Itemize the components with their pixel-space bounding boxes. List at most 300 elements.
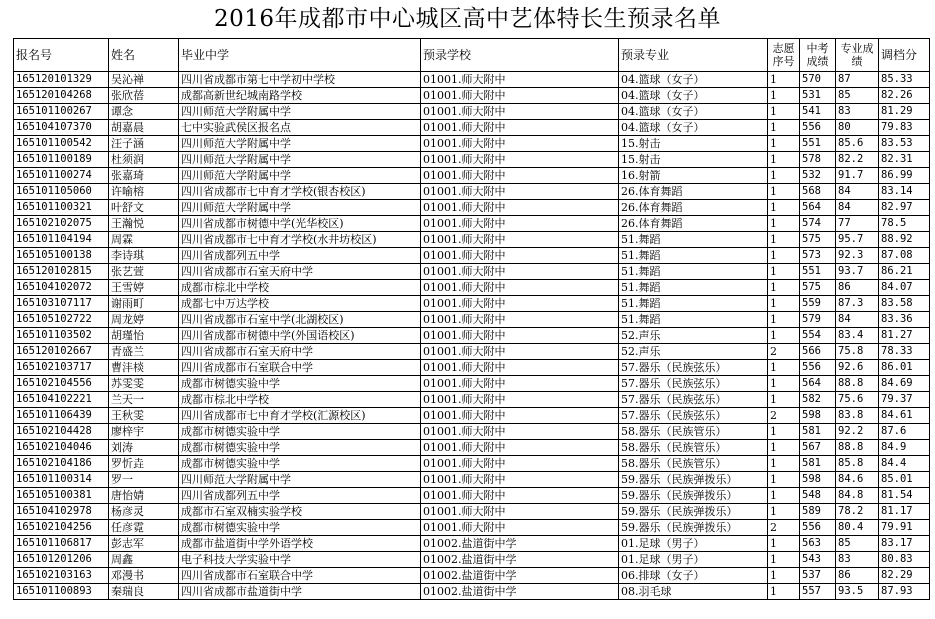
graduated-school-cell: 四川省成都市树德中学(外国语校区)	[179, 328, 421, 344]
graduated-school-cell: 四川师范大学附属中学	[179, 104, 421, 120]
table-row	[14, 344, 930, 360]
final-score-cell: 84.4	[879, 456, 930, 472]
major-score-cell: 84	[836, 312, 879, 328]
name-cell: 胡嘉晨	[109, 120, 179, 136]
exam-score-cell: 582	[800, 392, 836, 408]
table-row	[14, 568, 930, 584]
table-row	[14, 264, 930, 280]
major-score-cell: 84	[836, 184, 879, 200]
exam-score-cell: 568	[800, 184, 836, 200]
name-cell: 苏雯雯	[109, 376, 179, 392]
admit-school-cell: 01001.师大附中	[421, 520, 619, 536]
major-score-cell: 92.2	[836, 424, 879, 440]
admit-major-cell: 58.器乐（民族管乐）	[619, 440, 768, 456]
choice-no-cell: 1	[768, 472, 800, 488]
reg-no-cell: 165120102815	[14, 264, 109, 280]
major-score-cell: 87.3	[836, 296, 879, 312]
graduated-school-cell: 四川省成都市七中育才学校(水井坊校区)	[179, 232, 421, 248]
choice-no-cell: 1	[768, 200, 800, 216]
exam-score-cell: 575	[800, 232, 836, 248]
choice-no-cell: 1	[768, 104, 800, 120]
table-row	[14, 72, 930, 88]
choice-no-cell: 1	[768, 264, 800, 280]
final-score-cell: 79.91	[879, 520, 930, 536]
admit-major-cell: 01.足球（男子）	[619, 552, 768, 568]
graduated-school-cell: 四川省成都列五中学	[179, 488, 421, 504]
table-row	[14, 296, 930, 312]
graduated-school-cell: 成都市盐道街中学外语学校	[179, 536, 421, 552]
admit-major-cell: 52.声乐	[619, 328, 768, 344]
exam-score-cell: 551	[800, 264, 836, 280]
exam-score-cell: 557	[800, 584, 836, 600]
choice-no-cell: 1	[768, 376, 800, 392]
final-score-cell: 83.17	[879, 536, 930, 552]
table-row	[14, 88, 930, 104]
table-row	[14, 328, 930, 344]
exam-score-cell: 531	[800, 88, 836, 104]
choice-no-cell: 1	[768, 504, 800, 520]
exam-score-cell: 567	[800, 440, 836, 456]
table-header-row	[14, 39, 930, 72]
name-cell: 张嘉琦	[109, 168, 179, 184]
major-score-cell: 92.3	[836, 248, 879, 264]
name-cell: 吴沁禅	[109, 72, 179, 88]
admit-major-cell: 57.器乐（民族弦乐）	[619, 408, 768, 424]
graduated-school-cell: 成都市树德实验中学	[179, 440, 421, 456]
reg-no-cell: 165101106439	[14, 408, 109, 424]
choice-no-cell: 1	[768, 168, 800, 184]
table-row	[14, 232, 930, 248]
name-cell: 刘涛	[109, 440, 179, 456]
table-row	[14, 312, 930, 328]
admit-major-cell: 15.射击	[619, 136, 768, 152]
reg-no-cell: 165103107117	[14, 296, 109, 312]
choice-no-cell: 2	[768, 344, 800, 360]
admit-school-cell: 01001.师大附中	[421, 328, 619, 344]
major-score-cell: 86	[836, 568, 879, 584]
exam-score-cell: 564	[800, 200, 836, 216]
graduated-school-cell: 成都七中万达学校	[179, 296, 421, 312]
admit-school-cell: 01001.师大附中	[421, 168, 619, 184]
major-score-cell: 83	[836, 104, 879, 120]
choice-no-cell: 1	[768, 536, 800, 552]
major-score-cell: 84.8	[836, 488, 879, 504]
reg-no-cell: 165101103502	[14, 328, 109, 344]
exam-score-cell: 573	[800, 248, 836, 264]
choice-no-cell: 1	[768, 392, 800, 408]
final-score-cell: 81.29	[879, 104, 930, 120]
reg-no-cell: 165101100267	[14, 104, 109, 120]
exam-score-cell: 581	[800, 424, 836, 440]
table-row	[14, 360, 930, 376]
table-row	[14, 392, 930, 408]
graduated-school-cell: 四川省成都市石室联合中学	[179, 568, 421, 584]
admit-major-cell: 58.器乐（民族管乐）	[619, 424, 768, 440]
admit-major-cell: 04.篮球（女子）	[619, 104, 768, 120]
admit-major-cell: 26.体育舞蹈	[619, 200, 768, 216]
graduated-school-cell: 电子科技大学实验中学	[179, 552, 421, 568]
final-score-cell: 79.37	[879, 392, 930, 408]
graduated-school-cell: 成都市石室双楠实验学校	[179, 504, 421, 520]
name-cell: 周鑫	[109, 552, 179, 568]
choice-no-cell: 1	[768, 328, 800, 344]
table-row	[14, 520, 930, 536]
major-score-cell: 92.6	[836, 360, 879, 376]
major-score-cell: 78.2	[836, 504, 879, 520]
header-admit-school: 预录学校	[421, 39, 619, 72]
header-reg-no: 报名号	[14, 39, 109, 72]
admit-school-cell: 01002.盐道街中学	[421, 552, 619, 568]
reg-no-cell: 165101106817	[14, 536, 109, 552]
graduated-school-cell: 四川省成都市七中育才学校(银杏校区)	[179, 184, 421, 200]
name-cell: 彭志军	[109, 536, 179, 552]
reg-no-cell: 165104107370	[14, 120, 109, 136]
exam-score-cell: 559	[800, 296, 836, 312]
admit-school-cell: 01001.师大附中	[421, 216, 619, 232]
table-row	[14, 456, 930, 472]
admit-major-cell: 15.射击	[619, 152, 768, 168]
admit-major-cell: 51.舞蹈	[619, 248, 768, 264]
major-score-cell: 88.8	[836, 440, 879, 456]
exam-score-cell: 575	[800, 280, 836, 296]
final-score-cell: 82.29	[879, 568, 930, 584]
admit-school-cell: 01001.师大附中	[421, 248, 619, 264]
final-score-cell: 78.5	[879, 216, 930, 232]
major-score-cell: 88.8	[836, 376, 879, 392]
admit-school-cell: 01001.师大附中	[421, 120, 619, 136]
exam-score-cell: 598	[800, 472, 836, 488]
choice-no-cell: 1	[768, 232, 800, 248]
graduated-school-cell: 四川省成都市石室天府中学	[179, 344, 421, 360]
choice-no-cell: 1	[768, 280, 800, 296]
major-score-cell: 83.8	[836, 408, 879, 424]
final-score-cell: 82.26	[879, 88, 930, 104]
graduated-school-cell: 成都市树德实验中学	[179, 456, 421, 472]
reg-no-cell: 165120102667	[14, 344, 109, 360]
graduated-school-cell: 四川师范大学附属中学	[179, 152, 421, 168]
final-score-cell: 87.08	[879, 248, 930, 264]
final-score-cell: 82.31	[879, 152, 930, 168]
name-cell: 罗一	[109, 472, 179, 488]
major-score-cell: 75.6	[836, 392, 879, 408]
exam-score-cell: 541	[800, 104, 836, 120]
choice-no-cell: 1	[768, 424, 800, 440]
admit-school-cell: 01001.师大附中	[421, 440, 619, 456]
reg-no-cell: 165102104556	[14, 376, 109, 392]
admit-school-cell: 01001.师大附中	[421, 376, 619, 392]
final-score-cell: 84.69	[879, 376, 930, 392]
name-cell: 秦瑞良	[109, 584, 179, 600]
major-score-cell: 84	[836, 200, 879, 216]
choice-no-cell: 2	[768, 520, 800, 536]
header-final-score: 调档分	[879, 39, 930, 72]
final-score-cell: 85.01	[879, 472, 930, 488]
admit-major-cell: 51.舞蹈	[619, 312, 768, 328]
table-row	[14, 216, 930, 232]
table-row	[14, 424, 930, 440]
final-score-cell: 83.36	[879, 312, 930, 328]
major-score-cell: 77	[836, 216, 879, 232]
reg-no-cell: 165102103163	[14, 568, 109, 584]
admit-school-cell: 01001.师大附中	[421, 456, 619, 472]
table-row	[14, 152, 930, 168]
table-row	[14, 200, 930, 216]
table-row	[14, 440, 930, 456]
major-score-cell: 93.7	[836, 264, 879, 280]
graduated-school-cell: 四川省成都市第七中学初中学校	[179, 72, 421, 88]
admit-major-cell: 57.器乐（民族弦乐）	[619, 360, 768, 376]
graduated-school-cell: 七中实验武侯区报名点	[179, 120, 421, 136]
exam-score-cell: 579	[800, 312, 836, 328]
admit-school-cell: 01001.师大附中	[421, 88, 619, 104]
graduated-school-cell: 成都市树德实验中学	[179, 376, 421, 392]
choice-no-cell: 1	[768, 184, 800, 200]
reg-no-cell: 165101201206	[14, 552, 109, 568]
reg-no-cell: 165101100274	[14, 168, 109, 184]
choice-no-cell: 1	[768, 456, 800, 472]
choice-no-cell: 1	[768, 120, 800, 136]
reg-no-cell: 165101100321	[14, 200, 109, 216]
choice-no-cell: 1	[768, 248, 800, 264]
table-row	[14, 488, 930, 504]
table-row	[14, 248, 930, 264]
admit-major-cell: 58.器乐（民族管乐）	[619, 456, 768, 472]
graduated-school-cell: 四川省成都市盐道街中学	[179, 584, 421, 600]
name-cell: 曹沣棪	[109, 360, 179, 376]
table-row	[14, 408, 930, 424]
admission-table	[13, 38, 930, 600]
admit-school-cell: 01001.师大附中	[421, 392, 619, 408]
final-score-cell: 83.14	[879, 184, 930, 200]
major-score-cell: 83.4	[836, 328, 879, 344]
reg-no-cell: 165120101329	[14, 72, 109, 88]
admit-school-cell: 01001.师大附中	[421, 312, 619, 328]
major-score-cell: 85.6	[836, 136, 879, 152]
final-score-cell: 80.83	[879, 552, 930, 568]
admit-major-cell: 57.器乐（民族弦乐）	[619, 376, 768, 392]
name-cell: 杨彦灵	[109, 504, 179, 520]
admit-major-cell: 26.体育舞蹈	[619, 216, 768, 232]
choice-no-cell: 1	[768, 152, 800, 168]
major-score-cell: 75.8	[836, 344, 879, 360]
admit-major-cell: 51.舞蹈	[619, 296, 768, 312]
admit-school-cell: 01001.师大附中	[421, 472, 619, 488]
admit-school-cell: 01001.师大附中	[421, 136, 619, 152]
major-score-cell: 82.2	[836, 152, 879, 168]
name-cell: 李诗琪	[109, 248, 179, 264]
choice-no-cell: 1	[768, 488, 800, 504]
admit-major-cell: 06.排球（女子）	[619, 568, 768, 584]
admit-major-cell: 04.篮球（女子）	[619, 120, 768, 136]
graduated-school-cell: 四川师范大学附属中学	[179, 472, 421, 488]
final-score-cell: 86.01	[879, 360, 930, 376]
reg-no-cell: 165101100893	[14, 584, 109, 600]
admit-major-cell: 59.器乐（民族弹拨乐）	[619, 472, 768, 488]
final-score-cell: 87.93	[879, 584, 930, 600]
reg-no-cell: 165104102072	[14, 280, 109, 296]
admit-major-cell: 51.舞蹈	[619, 264, 768, 280]
name-cell: 周霖	[109, 232, 179, 248]
graduated-school-cell: 四川省成都列五中学	[179, 248, 421, 264]
exam-score-cell: 543	[800, 552, 836, 568]
name-cell: 胡瑾怡	[109, 328, 179, 344]
name-cell: 兰天一	[109, 392, 179, 408]
final-score-cell: 88.92	[879, 232, 930, 248]
admit-school-cell: 01001.师大附中	[421, 72, 619, 88]
major-score-cell: 87	[836, 72, 879, 88]
name-cell: 杜须润	[109, 152, 179, 168]
reg-no-cell: 165102104256	[14, 520, 109, 536]
name-cell: 谢雨町	[109, 296, 179, 312]
exam-score-cell: 570	[800, 72, 836, 88]
graduated-school-cell: 四川师范大学附属中学	[179, 168, 421, 184]
final-score-cell: 87.6	[879, 424, 930, 440]
graduated-school-cell: 四川师范大学附属中学	[179, 136, 421, 152]
graduated-school-cell: 四川师范大学附属中学	[179, 200, 421, 216]
choice-no-cell: 1	[768, 216, 800, 232]
table-row	[14, 168, 930, 184]
exam-score-cell: 551	[800, 136, 836, 152]
final-score-cell: 85.33	[879, 72, 930, 88]
choice-no-cell: 1	[768, 584, 800, 600]
name-cell: 罗忻垚	[109, 456, 179, 472]
graduated-school-cell: 成都市树德实验中学	[179, 424, 421, 440]
choice-no-cell: 1	[768, 312, 800, 328]
name-cell: 张艺萱	[109, 264, 179, 280]
admit-school-cell: 01002.盐道街中学	[421, 584, 619, 600]
table-row	[14, 552, 930, 568]
final-score-cell: 79.83	[879, 120, 930, 136]
header-major-score: 专业成绩	[836, 39, 879, 72]
major-score-cell: 93.5	[836, 584, 879, 600]
name-cell: 廖梓宇	[109, 424, 179, 440]
reg-no-cell: 165102103717	[14, 360, 109, 376]
admit-major-cell: 59.器乐（民族弹拨乐）	[619, 520, 768, 536]
admit-major-cell: 01.足球（男子）	[619, 536, 768, 552]
reg-no-cell: 165101104194	[14, 232, 109, 248]
admit-school-cell: 01001.师大附中	[421, 280, 619, 296]
table-row	[14, 184, 930, 200]
name-cell: 青盛兰	[109, 344, 179, 360]
name-cell: 汪子涵	[109, 136, 179, 152]
table-row	[14, 504, 930, 520]
table-body	[14, 72, 930, 600]
admit-school-cell: 01001.师大附中	[421, 152, 619, 168]
graduated-school-cell: 四川省成都市石室天府中学	[179, 264, 421, 280]
admit-major-cell: 59.器乐（民族弹拨乐）	[619, 504, 768, 520]
final-score-cell: 81.54	[879, 488, 930, 504]
final-score-cell: 83.58	[879, 296, 930, 312]
exam-score-cell: 556	[800, 520, 836, 536]
choice-no-cell: 1	[768, 136, 800, 152]
graduated-school-cell: 成都市棕北中学校	[179, 280, 421, 296]
reg-no-cell: 165104102978	[14, 504, 109, 520]
admit-school-cell: 01001.师大附中	[421, 264, 619, 280]
exam-score-cell: 554	[800, 328, 836, 344]
major-score-cell: 84.6	[836, 472, 879, 488]
admit-major-cell: 59.器乐（民族弹拨乐）	[619, 488, 768, 504]
reg-no-cell: 165102102075	[14, 216, 109, 232]
admit-school-cell: 01001.师大附中	[421, 104, 619, 120]
final-score-cell: 84.07	[879, 280, 930, 296]
name-cell: 唐怡婧	[109, 488, 179, 504]
table-row	[14, 472, 930, 488]
admit-school-cell: 01001.师大附中	[421, 488, 619, 504]
admit-major-cell: 52.声乐	[619, 344, 768, 360]
header-exam-score: 中考成绩	[800, 39, 836, 72]
final-score-cell: 78.33	[879, 344, 930, 360]
name-cell: 邓漫书	[109, 568, 179, 584]
reg-no-cell: 165102104186	[14, 456, 109, 472]
exam-score-cell: 548	[800, 488, 836, 504]
name-cell: 王雪婷	[109, 280, 179, 296]
admit-school-cell: 01001.师大附中	[421, 424, 619, 440]
reg-no-cell: 165101100314	[14, 472, 109, 488]
exam-score-cell: 556	[800, 360, 836, 376]
admit-major-cell: 57.器乐（民族弦乐）	[619, 392, 768, 408]
choice-no-cell: 1	[768, 72, 800, 88]
major-score-cell: 80.4	[836, 520, 879, 536]
reg-no-cell: 165104102221	[14, 392, 109, 408]
name-cell: 周龙婷	[109, 312, 179, 328]
reg-no-cell: 165105102722	[14, 312, 109, 328]
name-cell: 许喻榕	[109, 184, 179, 200]
major-score-cell: 80	[836, 120, 879, 136]
major-score-cell: 85	[836, 88, 879, 104]
reg-no-cell: 165105100138	[14, 248, 109, 264]
reg-no-cell: 165101100542	[14, 136, 109, 152]
final-score-cell: 81.17	[879, 504, 930, 520]
reg-no-cell: 165105100381	[14, 488, 109, 504]
final-score-cell: 86.99	[879, 168, 930, 184]
choice-no-cell: 2	[768, 408, 800, 424]
final-score-cell: 82.97	[879, 200, 930, 216]
choice-no-cell: 1	[768, 88, 800, 104]
choice-no-cell: 1	[768, 552, 800, 568]
choice-no-cell: 1	[768, 360, 800, 376]
reg-no-cell: 165101100189	[14, 152, 109, 168]
admit-school-cell: 01001.师大附中	[421, 504, 619, 520]
table-row	[14, 280, 930, 296]
exam-score-cell: 574	[800, 216, 836, 232]
final-score-cell: 81.27	[879, 328, 930, 344]
major-score-cell: 86	[836, 280, 879, 296]
name-cell: 王秋雯	[109, 408, 179, 424]
exam-score-cell: 556	[800, 120, 836, 136]
choice-no-cell: 1	[768, 568, 800, 584]
reg-no-cell: 165102104046	[14, 440, 109, 456]
header-name: 姓名	[109, 39, 179, 72]
graduated-school-cell: 成都市树德实验中学	[179, 520, 421, 536]
reg-no-cell: 165120104268	[14, 88, 109, 104]
name-cell: 任彦霓	[109, 520, 179, 536]
name-cell: 王瀚悦	[109, 216, 179, 232]
admit-school-cell: 01001.师大附中	[421, 296, 619, 312]
choice-no-cell: 1	[768, 296, 800, 312]
table-row	[14, 584, 930, 600]
final-score-cell: 86.21	[879, 264, 930, 280]
admit-major-cell: 51.舞蹈	[619, 232, 768, 248]
exam-score-cell: 532	[800, 168, 836, 184]
header-admit-major: 预录专业	[619, 39, 768, 72]
graduated-school-cell: 四川省成都市石室中学(北湖校区)	[179, 312, 421, 328]
major-score-cell: 85.8	[836, 456, 879, 472]
exam-score-cell: 537	[800, 568, 836, 584]
header-choice-no: 志愿序号	[768, 39, 800, 72]
exam-score-cell: 581	[800, 456, 836, 472]
admit-school-cell: 01001.师大附中	[421, 232, 619, 248]
admit-major-cell: 26.体育舞蹈	[619, 184, 768, 200]
